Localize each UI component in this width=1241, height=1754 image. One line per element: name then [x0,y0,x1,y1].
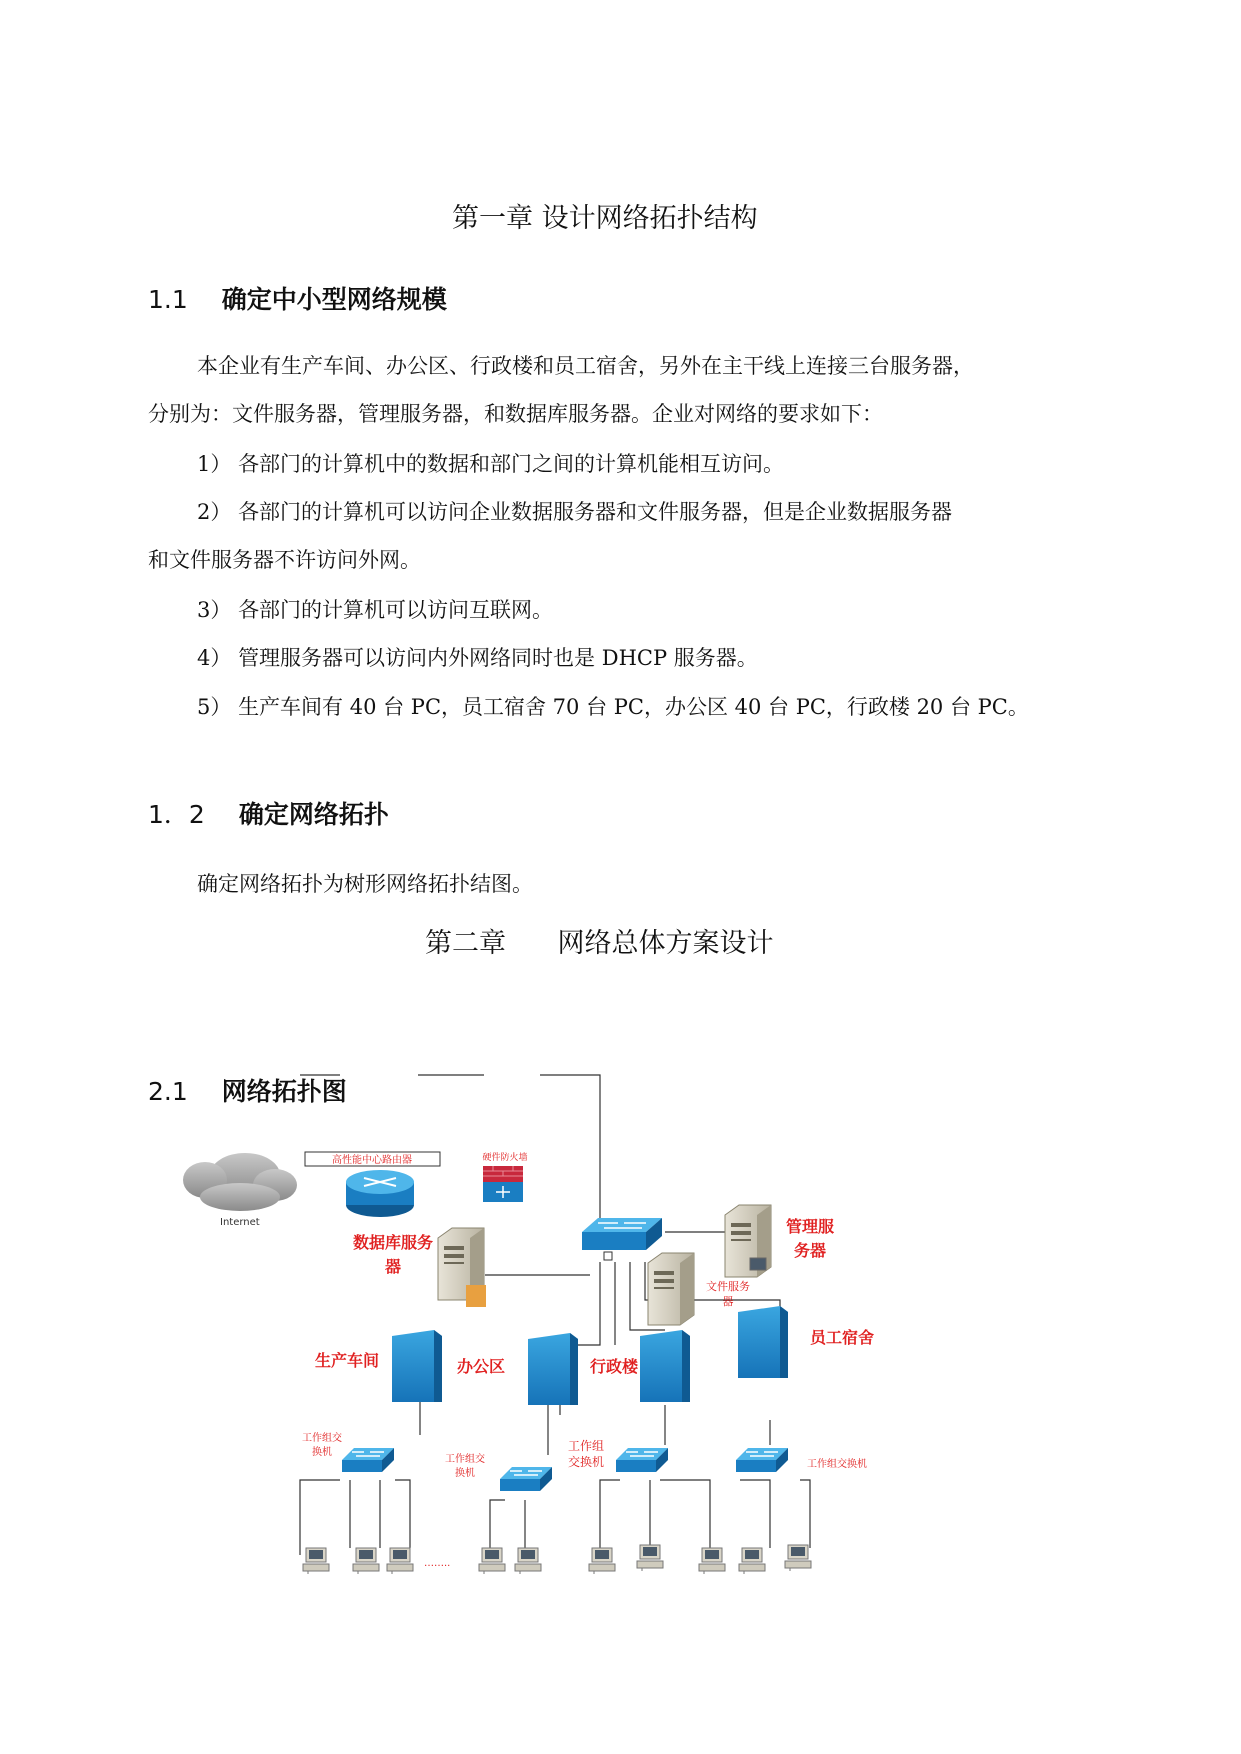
dept-office-label: 办公区 [456,1357,506,1376]
workgroup-switch-office-icon [500,1467,552,1491]
sw-office-label-1: 工作组交 [445,1454,485,1465]
sw-dorm-label: 工作组交换机 [807,1459,867,1470]
dept-dorm-label: 员工宿舍 [809,1328,875,1347]
workgroup-switch-admin-icon [616,1448,668,1472]
pc-icon [637,1545,663,1571]
db-server-label-2: 器 [384,1257,402,1276]
pc-icon [515,1548,541,1574]
section-number: 1.1 [148,285,188,314]
workgroup-switch-dorm-icon [736,1448,788,1472]
chapter-2-title: 第二章 网络总体方案设计 [425,928,774,959]
file-server-icon [648,1253,694,1325]
firewall-label: 硬件防火墙 [482,1153,528,1163]
pc-icon [353,1548,379,1574]
router-icon [346,1170,414,1217]
firewall-icon [483,1166,523,1202]
dept-production-label: 生产车间 [314,1351,380,1370]
management-monitor-icon [750,1258,766,1270]
requirement-text: 各部门的计算机可以访问企业数据服务器和文件服务器，但是企业数据服务器 [238,500,953,524]
requirement-number: 5） [197,695,232,719]
requirement-text: 管理服务器可以访问内外网络同时也是 DHCP 服务器。 [238,646,758,670]
pc-icon [785,1545,811,1571]
requirement-continuation: 和文件服务器不许访问外网。 [148,548,421,572]
connection-lines [300,1075,810,1555]
ellipsis-label: …….. [424,1558,451,1569]
sw-production-label-1: 工作组交 [302,1433,342,1444]
internet-label: Internet [220,1217,260,1228]
office-building-icon [528,1333,578,1405]
database-box-icon [466,1285,486,1307]
pc-icon [387,1548,413,1574]
pc-icon [699,1548,725,1574]
db-server-label-1: 数据库服务 [352,1233,434,1252]
dept-admin-label: 行政楼 [589,1357,639,1376]
intro-line-1: 本企业有生产车间、办公区、行政楼和员工宿舍，另外在主干线上连接三台服务器， [197,354,974,378]
requirement-number: 1） [197,452,232,476]
port-indicator [604,1252,612,1260]
production-building-icon [392,1330,442,1402]
dorm-building-icon [738,1306,788,1378]
requirement-text: 各部门的计算机可以访问互联网。 [238,598,554,622]
requirement-number: 4） [197,646,232,670]
chapter-1-title: 第一章 设计网络拓扑结构 [452,203,758,234]
mgmt-server-label-1: 管理服 [785,1217,835,1236]
requirement-number: 2） [197,500,232,524]
pc-icon [479,1548,505,1574]
sw-office-label-2: 换机 [455,1468,475,1479]
section-number: 2.1 [148,1077,188,1106]
requirement-text: 各部门的计算机中的数据和部门之间的计算机能相互访问。 [238,452,785,476]
mgmt-server-label-2: 务器 [793,1241,827,1260]
intro-line-2: 分别为：文件服务器，管理服务器，和数据库服务器。企业对网络的要求如下： [148,402,883,426]
section-1-2-body: 确定网络拓扑为树形网络拓扑结图。 [197,872,533,896]
section-title: 确定网络拓扑 [238,800,389,829]
pc-icon [739,1548,765,1574]
requirement-text: 生产车间有 40 台 PC，员工宿舍 70 台 PC，办公区 40 台 PC，行政楼 20 台 PC。 [238,695,1029,719]
section-title: 网络拓扑图 [221,1077,347,1106]
pc-icon [589,1548,615,1574]
internet-cloud-icon [183,1153,297,1211]
requirement-number: 3） [197,598,232,622]
sw-admin-label-1: 工作组 [567,1439,605,1453]
router-label: 高性能中心路由器 [332,1155,412,1166]
sw-admin-label-2: 交换机 [567,1455,605,1469]
section-number: 1．2 [148,800,205,829]
sw-production-label-2: 换机 [312,1447,332,1458]
pc-icon [303,1548,329,1574]
file-server-label-1: 文件服务 [706,1280,750,1293]
section-title: 确定中小型网络规模 [221,285,447,314]
file-server-label-2: 器 [722,1295,734,1308]
core-switch-icon [582,1218,662,1250]
admin-building-icon [640,1330,690,1402]
workgroup-switch-production-icon [342,1448,394,1472]
